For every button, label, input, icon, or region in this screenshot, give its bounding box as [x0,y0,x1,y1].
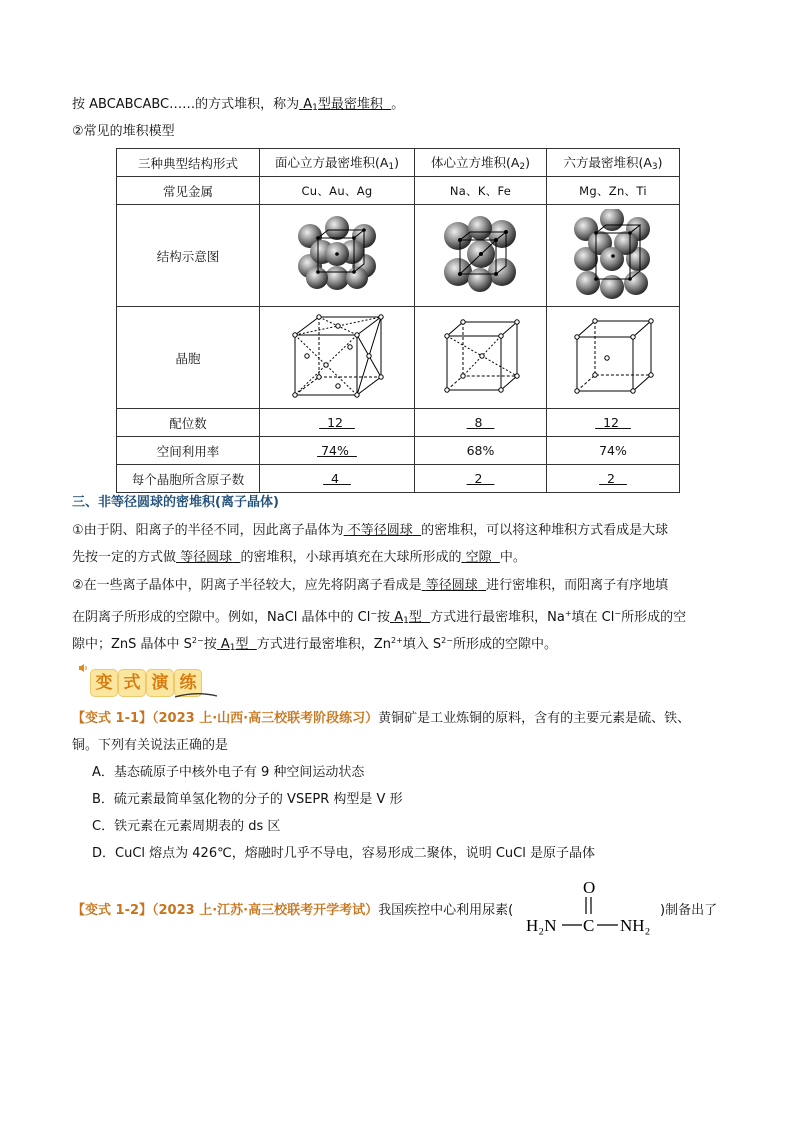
unit-cell-label: 晶胞 [117,307,260,409]
hcp-unit-cell-image [547,307,680,409]
q2-stem: 【变式 1-2】（2023 上·江苏·高三校联考开学考试）我国疾控中心利用尿素( [72,903,514,918]
banner-swoosh-icon [174,691,218,699]
section-3-p1-line2: 先按一定的方式做 等径圆球 的密堆积，小球再填充在大球所形成的 空隙 中。 [72,550,526,565]
table-row-atoms-per-cell [117,465,680,493]
atoms-bcc: 2 [415,465,547,493]
q1-option-b: B．硫元素最简单氢化物的分子的 VSEPR 构型是 V 形 [92,792,403,807]
q1-option-a: A．基态硫原子中核外电子有 9 种空间运动状态 [92,765,365,780]
q2-stem-end: )制备出了 [660,903,718,918]
q1-option-c: C．铁元素在元素周期表的 ds 区 [92,819,281,834]
intro-end: 。 [391,97,405,112]
q1-tag: 【变式 1-1】 [72,711,153,726]
section-3-p2-line3: 隙中；ZnS 晶体中 $S^{2-}$按 $A_1$型 方式进行最密堆积，$Zn^{2+}$填入 $S^{2-}$所形成的空隙中。 [72,636,557,653]
banner-char-3: 演 [146,669,174,697]
metals-fcc: Cu、Au、Ag [260,177,415,205]
hcp-sphere-image [547,205,680,307]
table-header-row [117,149,680,177]
atoms-fcc: 4 [260,465,415,493]
table-row-coordination [117,409,680,437]
fcc-sphere-image [260,205,415,307]
urea-oxygen: O [583,878,596,897]
utilization-label: 空间利用率 [117,437,260,465]
section-3-p2-line1: ②在一些离子晶体中，阴离子半径较大，应先将阴离子看成是 等径圆球 进行密堆积，而阳离子有序地填 [72,578,669,593]
table-row-metals [117,177,680,205]
q1-option-d: D．CuCl 熔点为 426℃，熔融时几乎不导电，容易形成二聚体，说明 CuCl 是原子晶体 [92,846,595,861]
urea-right-amine: NH₂ [620,916,651,935]
metals-bcc: Na、K、Fe [415,177,547,205]
utilization-bcc: 68% [415,437,547,465]
utilization-hcp: 74% [547,437,680,465]
coordination-hcp: 12 [547,409,680,437]
table-row-structure [117,205,680,307]
coordination-label: 配位数 [117,409,260,437]
q1-stem-line2: 铜。下列有关说法正确的是 [72,738,229,753]
urea-structure [520,878,670,938]
coordination-fcc: 12 [260,409,415,437]
practice-banner [78,663,218,699]
structure-label: 结构示意图 [117,205,260,307]
q2-tag: 【变式 1-2】 [72,903,153,918]
intro-answer: $A_1$型最密堆积 [303,97,383,113]
speaker-icon [78,663,88,673]
bcc-unit-cell-image [415,307,547,409]
header-structure-types: 三种典型结构形式 [117,149,260,177]
bcc-sphere-image [415,205,547,307]
header-hcp: 六方最密堆积$(A_3)$ [547,149,680,177]
urea-carbon: C [583,916,595,935]
atoms-label: 每个晶胞所含原子数 [117,465,260,493]
utilization-fcc: 74% [260,437,415,465]
section-3-title: 三、非等径圆球的密堆积(离子晶体) [72,495,279,510]
fcc-unit-cell-image [260,307,415,409]
q1-stem-line1: 【变式 1-1】（2023 上·山西·高三校联考阶段练习）黄铜矿是工业炼铜的原料，含有的主要元素是硫、铁、 [72,711,691,726]
atoms-hcp: 2 [547,465,680,493]
metals-label: 常见金属 [117,177,260,205]
banner-char-4: 练 [174,669,202,697]
section-3-p1-line1: ①由于阴、阳离子的半径不同，因此离子晶体为 不等径圆球 的密堆积，可以将这种堆积方式看成是大球 [72,523,669,538]
urea-left-amine: H₂N [526,916,557,935]
q2-source: （2023 上·江苏·高三校联考开学考试） [152,903,379,918]
crystal-structure-table [116,148,680,493]
header-fcc: 面心立方最密堆积$(A_1)$ [260,149,415,177]
table-row-unit-cell [117,307,680,409]
coordination-bcc: 8 [415,409,547,437]
banner-char-1: 变 [90,669,118,697]
header-bcc: 体心立方堆积$(A_2)$ [415,149,547,177]
banner-char-2: 式 [118,669,146,697]
table-row-utilization [117,437,680,465]
intro-text: 按 ABCABCABC……的方式堆积，称为 [72,97,300,112]
stacking-models-heading: ②常见的堆积模型 [72,124,175,139]
q1-source: （2023 上·山西·高三校联考阶段练习） [152,711,379,726]
section-3-p2-line2: 在阴离子所形成的空隙中。例如，NaCl 晶体中的 Cl−按 $A_1$型 方式进行最密堆积，Na+填在 Cl−所形成的空 [72,609,687,626]
metals-hcp: Mg、Zn、Ti [547,177,680,205]
intro-line [72,95,404,118]
